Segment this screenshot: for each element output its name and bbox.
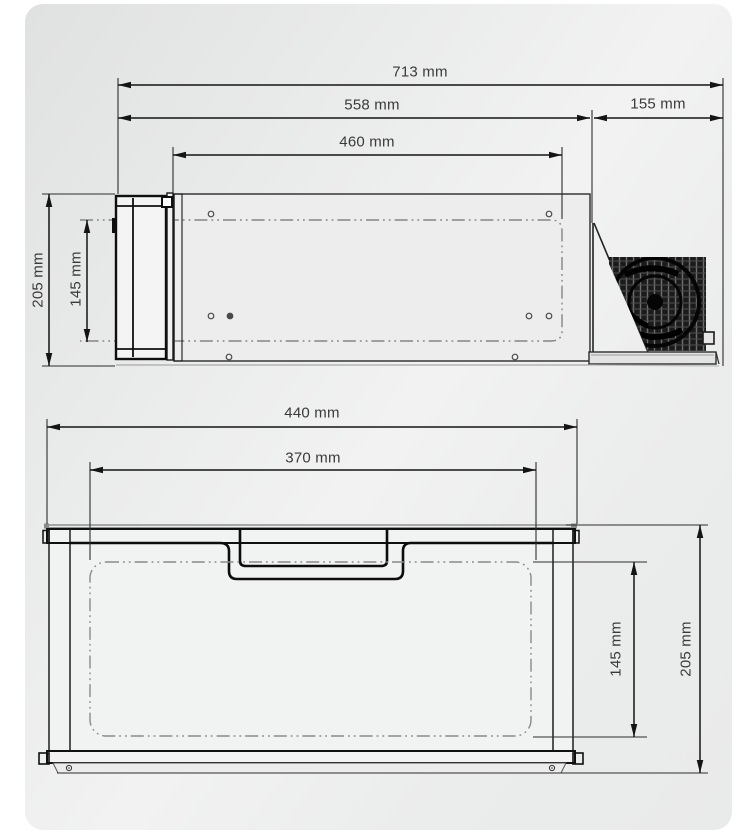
dim-label-inner-length: 460 mm: [339, 133, 395, 151]
side-view-connector-box: [703, 332, 714, 344]
fan-grille: [609, 257, 706, 351]
dim-label-inner-width: 370 mm: [285, 449, 341, 467]
front-view-bottom-rail: [39, 751, 583, 764]
dim-label-total-length: 713 mm: [392, 63, 448, 81]
side-view-door: [112, 193, 182, 361]
front-view-drawing: [39, 419, 708, 773]
side-view-hinge-nub: [112, 218, 117, 233]
front-view-base-strip: [53, 763, 566, 773]
side-view-base-rail: [589, 352, 716, 364]
dim-label-cabinet-length: 558 mm: [344, 96, 400, 114]
dim-label-front-inner-height: 145 mm: [607, 621, 625, 677]
side-view-cabinet-body: [174, 194, 590, 361]
side-view-condenser-bay: [589, 223, 719, 366]
dim-label-front-height: 205 mm: [677, 621, 695, 677]
dim-label-condenser-length: 155 mm: [630, 95, 686, 113]
side-view-drawing: [42, 78, 723, 366]
dim-label-side-height: 205 mm: [29, 252, 47, 308]
front-view-body-fill: [49, 529, 573, 762]
front-view-top-lip: [44, 524, 577, 529]
dim-label-total-width: 440 mm: [284, 404, 340, 422]
dim-label-side-inner-height: 145 mm: [67, 251, 85, 307]
